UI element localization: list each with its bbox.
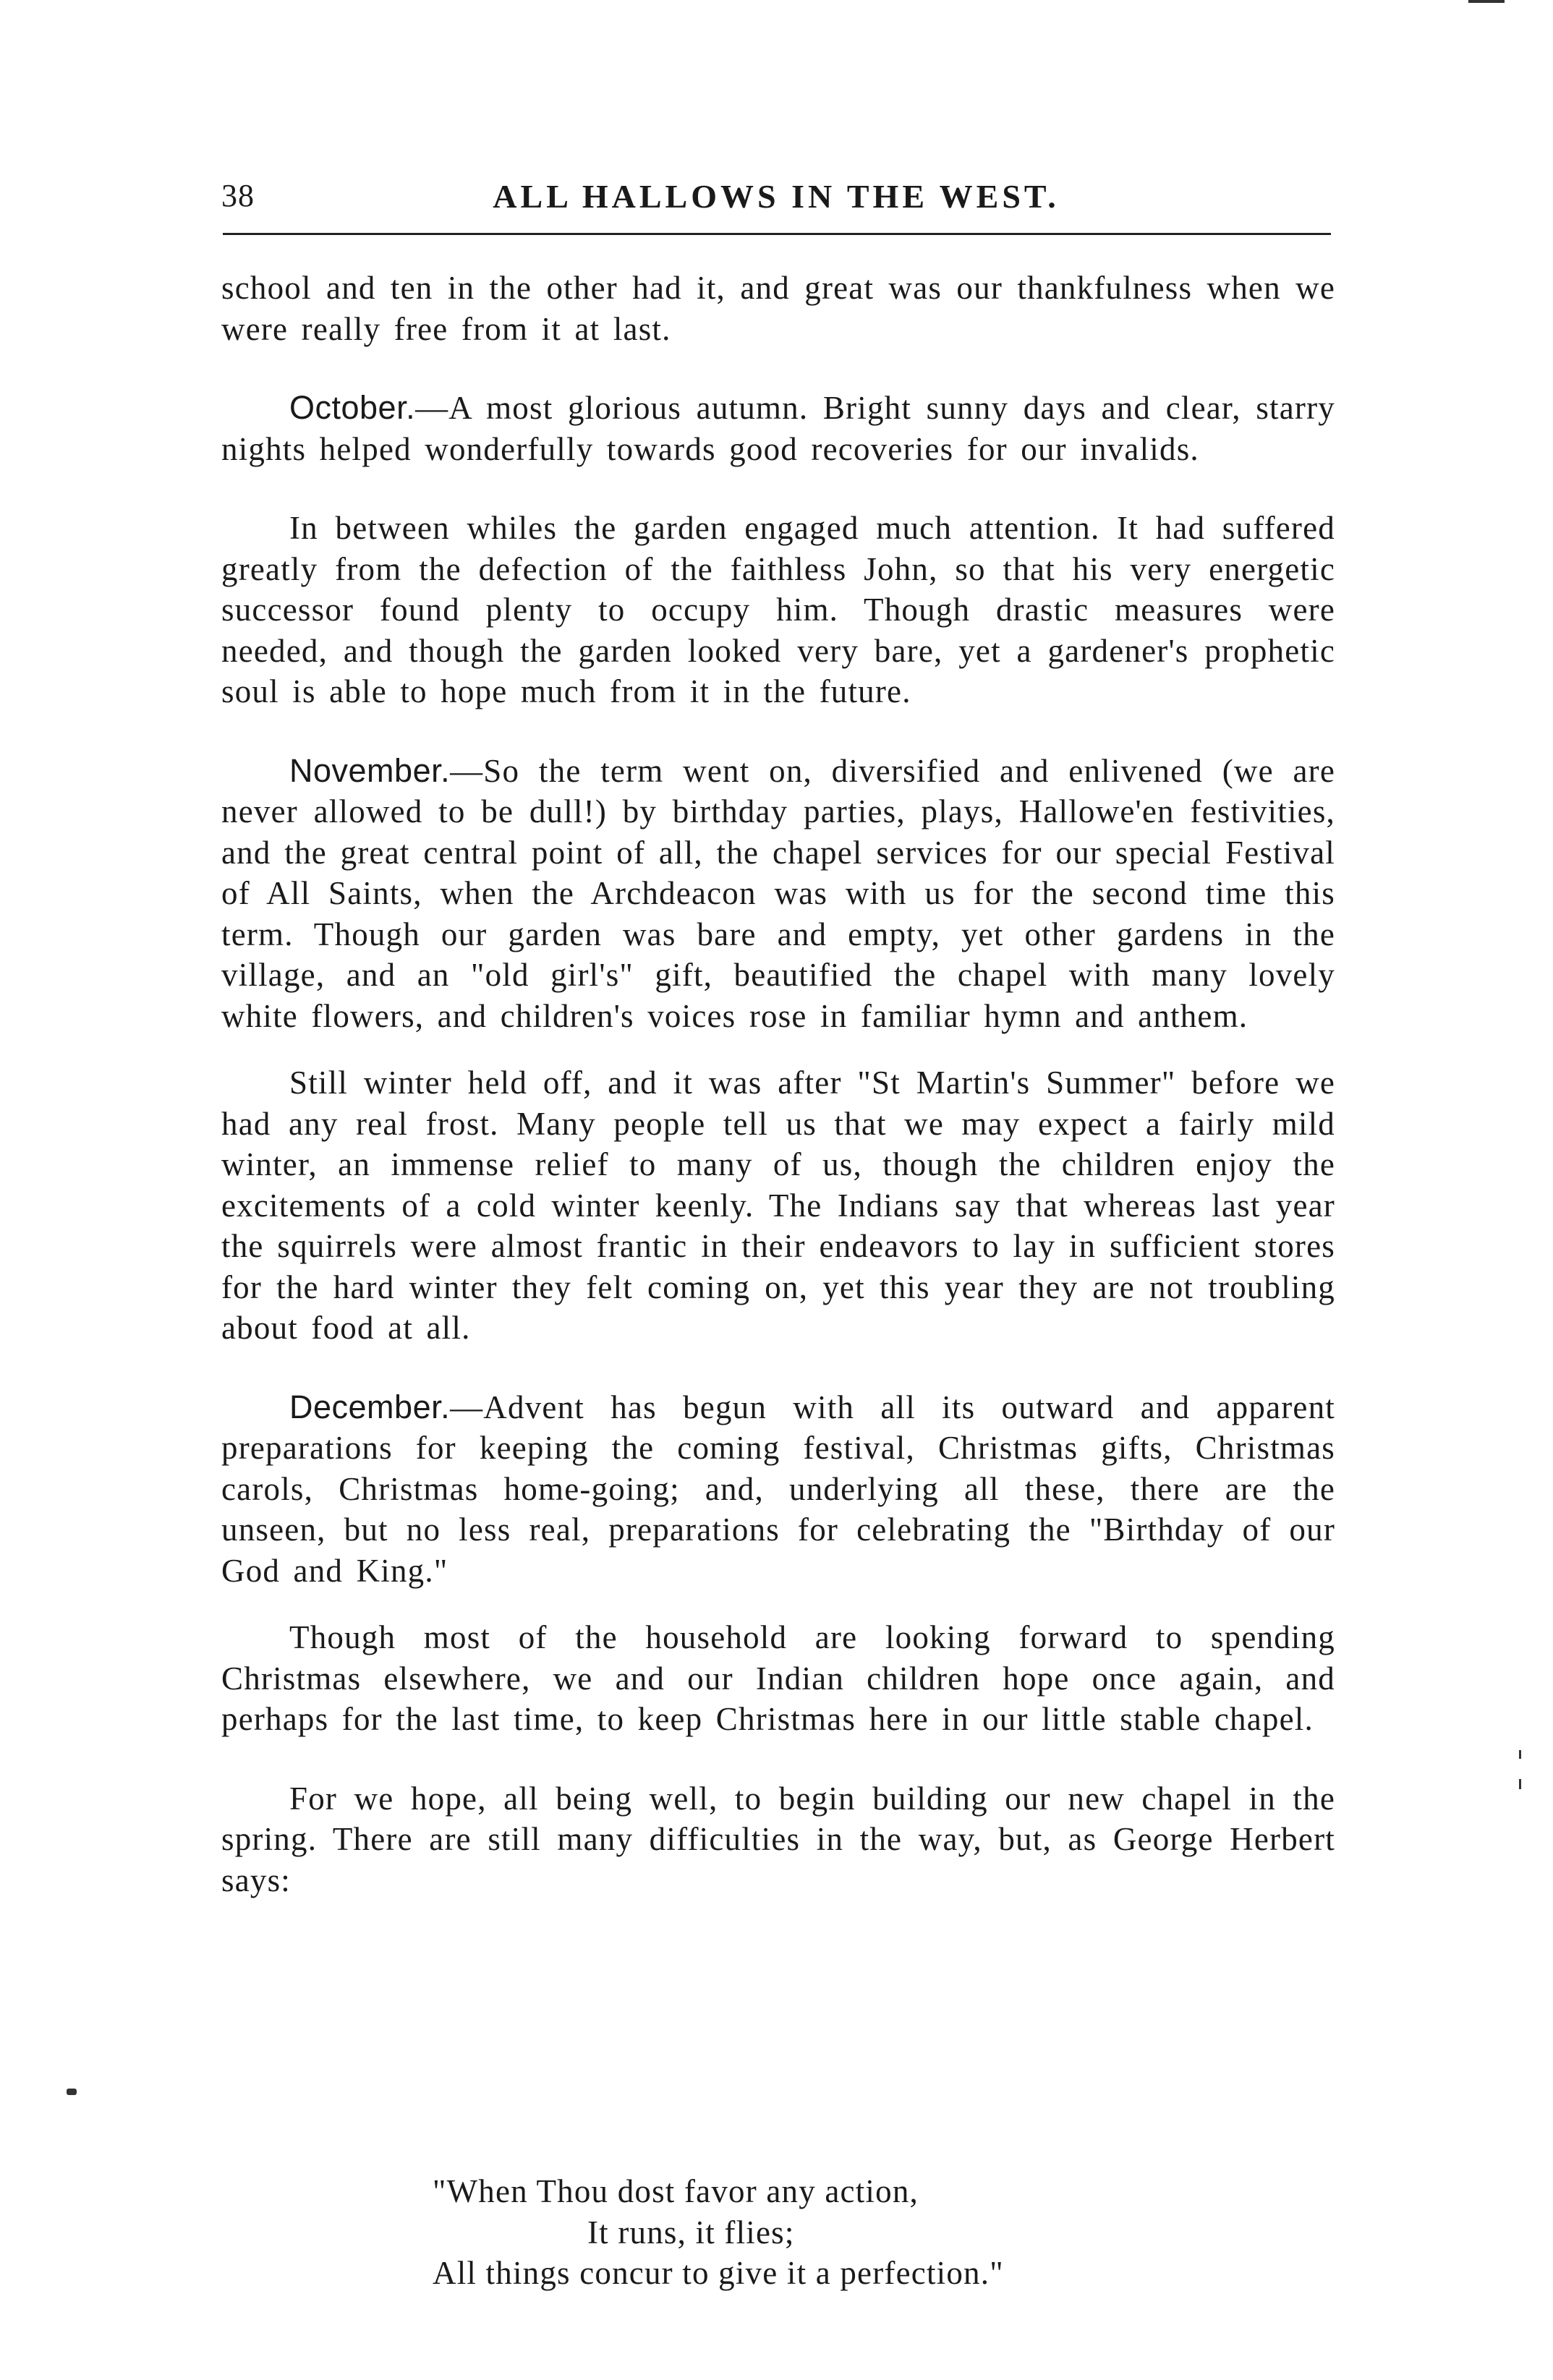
running-head (221, 177, 1331, 235)
page-number: 38 (221, 178, 255, 213)
paragraph-december: December.—Advent has begun with all its outward and apparent preparations for keeping the coming festival, Christmas gifts, Christmas carols, Christmas home-going; and, underlying all these, there are the unseen, but no less real, preparations for celebrating the "Birthday of our God and King." (221, 1388, 1335, 1589)
month-heading-november: November. (289, 751, 451, 789)
scan-mark-right-1 (1519, 1750, 1521, 1759)
header-rule (223, 233, 1331, 235)
paragraph-christmas: Though most of the household are looking forward to spending Christmas elsewhere, we and our Indian children hope once again, and perhaps for the last time, to keep Christmas here in our little stable chapel. (221, 1619, 1335, 1737)
month-heading-october: October. (289, 389, 416, 426)
scan-mark-left (67, 2089, 77, 2095)
paragraph-winter: Still winter held off, and it was after "St Martin's Summer" before we had any real frost. Many people tell us that we may expect a fairly mild winter, an immense relief to many of us, though the children enjoy the excitements of a cold winter keenly. The Indians say that whereas last year the squirrels were almost frantic in their endeavors to lay in sufficient stores for the hard winter they felt coming on, yet this year they are not troubling about food at all. (221, 1065, 1335, 1346)
poem-line-1: "When Thou dost favor any action, (433, 2173, 919, 2209)
month-heading-december: December. (289, 1388, 451, 1425)
paragraph-continued: school and ten in the other had it, and great was our thankfulness when we were really free from it at last. (221, 270, 1335, 347)
poem-line-2: It runs, it flies; (587, 2214, 795, 2251)
running-title: ALL HALLOWS IN THE WEST. (493, 178, 1060, 215)
poem-line-3: All things concur to give it a perfection." (433, 2255, 1004, 2291)
poem-quote (433, 2171, 1228, 2294)
paragraph-november: November.—So the term went on, diversified and enlivened (we are never allowed to be dull!) by birthday parties, plays, Hallowe'en festivities, and the great central point of all, the chapel services for our special Festival of All Saints, when the Archdeacon was with us for the second time this term. Though our garden was bare and empty, yet other gardens in the village, and an "old girl's" gift, beautified the chapel with many lovely white flowers, and children's voices rose in familiar hymn and anthem. (221, 751, 1335, 1034)
scan-mark-top (1468, 0, 1505, 3)
paragraph-garden: In between whiles the garden engaged much attention. It had suffered greatly from the defection of the faithless John, so that his very energetic successor found plenty to occupy him. Though drastic measures were needed, and though the garden looked very bare, yet a gardener's prophetic soul is able to hope much from it in the future. (221, 510, 1335, 709)
paragraph-chapel: For we hope, all being well, to begin building our new chapel in the spring. There are still many difficulties in the way, but, as George Herbert says: (221, 1780, 1335, 1898)
scan-mark-right-2 (1519, 1779, 1521, 1789)
paragraph-october: October.—A most glorious autumn. Bright sunny days and clear, starry nights helped wonderfully towards good recoveries for our invalids. (221, 389, 1335, 467)
body-text (221, 268, 1335, 1939)
